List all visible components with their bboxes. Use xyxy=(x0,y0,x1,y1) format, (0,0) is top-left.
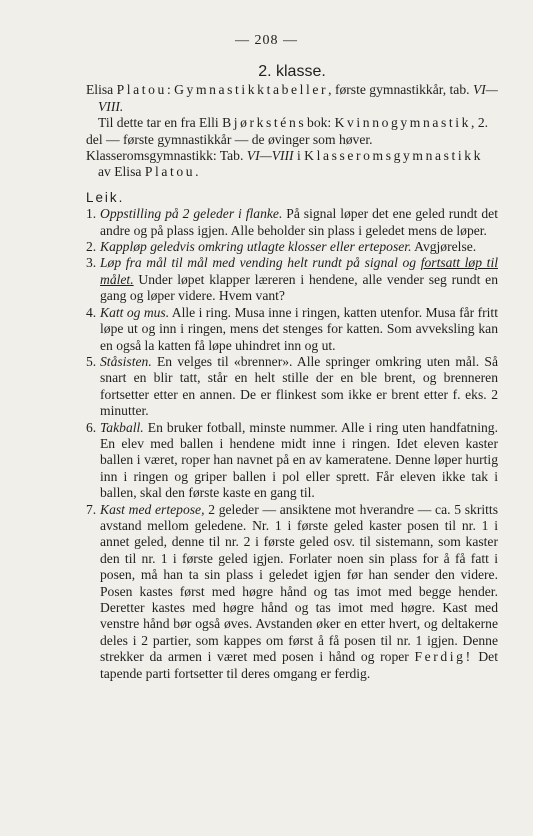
game-title: Kappløp geledvis omkring utlagte klosser eller erteposer. xyxy=(100,239,412,255)
game-item-3: 3. Løp fra mål til mål med vending helt rundt på signal og fortsatt løp til målet. Under løpet klapper læreren i hendene, alle vender seg rundt en gang og løper videre. Hvem vant? xyxy=(86,255,498,304)
ferdig-word: Ferdig! xyxy=(414,649,473,665)
reference-1: Elisa Platou: Gymnastikktabeller, første gymnastikkår, tab. VI—VIII. xyxy=(86,82,498,114)
game-item-2: 2. Kappløp geledvis omkring utlagte klosser eller erteposer. Avgjørelse. xyxy=(86,239,477,255)
game-item-5: 5. Ståsisten. En velges til «brenner». Alle springer omkring uten mål. Så snart en blir tatt, står en helt stille der en ble brent, og brenneren fortsetter etter en annen. De er flinkest som ikke er brent etter f. eks. 2 minutter. xyxy=(86,353,498,419)
game-title: Takball. xyxy=(100,419,144,435)
game-item-1: 1. Oppstilling på 2 geleder i flanke. På signal løper det ene geled rundt det andre og på plass igjen. Alle beholder sin plass i geledet mens de løper. xyxy=(86,206,498,238)
game-item-7: 7. Kast med ertepose, 2 geleder — ansiktene mot hverandre — ca. 5 skritts avstand mellom geledene. Nr. 1 i første geled kaster posen til nr. 1 i annet geled, denne til nr. 2 i første geled osv. til sistemann, som kaster den til nr. 1 i første geled igjen. Forlater noen sin plass for å få fatt i posen, må han ta sin plass i geledet igjen før han sender den videre. Posen kastes først med høgre hånd og tas imot med begge hender. Deretter kastes med høgre hånd og tas imot med høgre. Kast med venstre hånd bør også øves. Avstanden øker en etter hvert, og deltakerne deles i 2 partier, som kappes om først å få posen til nr. 1 igjen. Denne strekker da armen i været med posen i hånd og roper Ferdig! Det tapende parti fortsetter til deres omgang er ferdig. xyxy=(86,501,499,681)
game-item-6: 6. Takball. En bruker fotball, minste nummer. Alle i ring uten handfatning. En elev med ballen i hendene midt inne i ringen. Idet eleven kaster ballen i været, roper han navnet på en av kameratene. Denne løper hurtig inn i ringen og griper ballen i pol eller sprett. Får eleven ikke tak i ballen, skal den første kaste en gang til. xyxy=(86,419,498,501)
game-title: Kast med ertepose, xyxy=(100,501,205,517)
game-item-4: 4. Katt og mus. Alle i ring. Musa inne i ringen, katten utenfor. Musa får fritt løpe ut og inn i ringen, mens det stenges for katten. Som avveksling kan en også la katten få løpe uhindret inn og ut. xyxy=(86,304,498,353)
game-title-underlined: fortsatt løp til målet. xyxy=(100,255,498,287)
game-title: Katt og mus. xyxy=(100,304,170,320)
games-heading: Leik. xyxy=(86,189,125,205)
reference-3: Klasseromsgymnastikk: Tab. VI—VIII i Klasseromsgymnastikk av Elisa Platou. xyxy=(86,148,484,180)
game-title: Oppstilling på 2 geleder i flanke. xyxy=(100,206,283,222)
game-title: Ståsisten. xyxy=(100,353,152,369)
reference-2: Til dette tar en fra Elli Bjørksténs bok: Kvinnogymnastik, 2. del — første gymnastikkår — de øvinger som høver. xyxy=(86,115,489,147)
page-number: — 208 — xyxy=(235,33,298,48)
section-heading: 2. klasse. xyxy=(258,63,326,80)
game-title: Løp fra mål til mål med vending helt rundt på signal og xyxy=(100,255,417,271)
page-content xyxy=(86,64,498,682)
